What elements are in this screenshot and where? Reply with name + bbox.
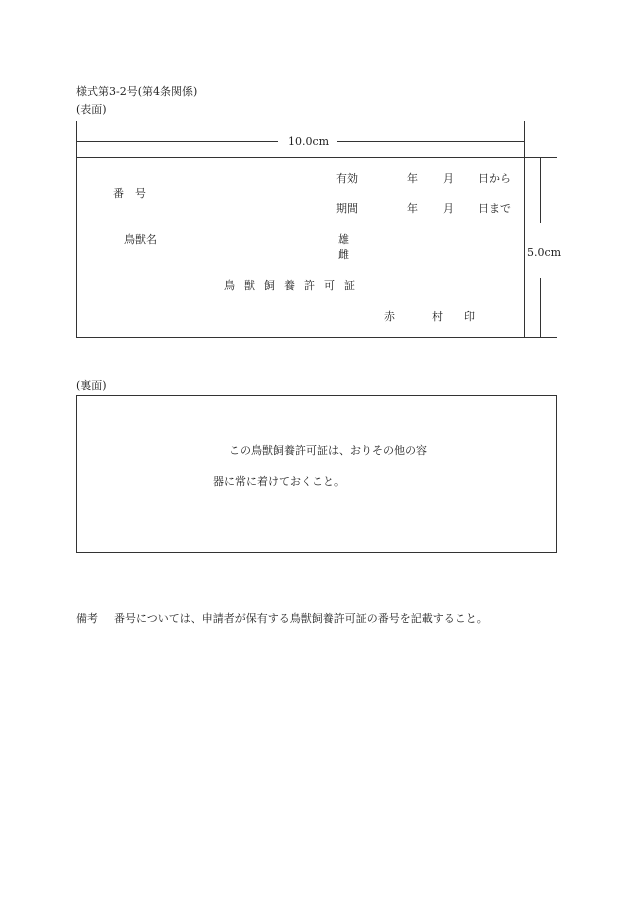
year-from: 年 [407,172,418,185]
validity-label-top: 有効 [336,172,358,185]
front-label: (表面) [76,103,107,116]
year-to: 年 [407,202,418,215]
validity-label-bottom: 期間 [336,202,358,215]
day-from: 日から [478,172,511,185]
form-number: 様式第3-2号(第4条関係) [76,85,198,98]
back-card [76,395,557,553]
height-dimension-label: 5.0cm [527,246,562,259]
sex-female: 雌 [338,248,349,261]
month-from: 月 [443,172,454,185]
month-to: 月 [443,202,454,215]
seal-mark: 印 [464,310,475,323]
number-label: 番 号 [113,187,146,200]
sex-male: 雄 [338,233,349,246]
day-to: 日まで [478,202,511,215]
issuer-name-1: 赤 [384,310,395,323]
width-dimension-label: 10.0cm [288,135,330,148]
permit-title: 鳥獣飼養許可証 [224,279,364,292]
back-label: (裏面) [76,379,107,392]
note-label: 備考 [76,612,98,625]
note-text: 番号については、申請者が保有する鳥獣飼養許可証の番号を記載すること。 [114,612,488,625]
back-text-line-1: この鳥獣飼養許可証は、おりその他の容 [229,444,427,457]
issuer-name-2: 村 [432,310,443,323]
animal-name-label: 鳥獣名 [124,233,157,246]
back-text-line-2: 器に常に着けておくこと。 [213,475,345,488]
